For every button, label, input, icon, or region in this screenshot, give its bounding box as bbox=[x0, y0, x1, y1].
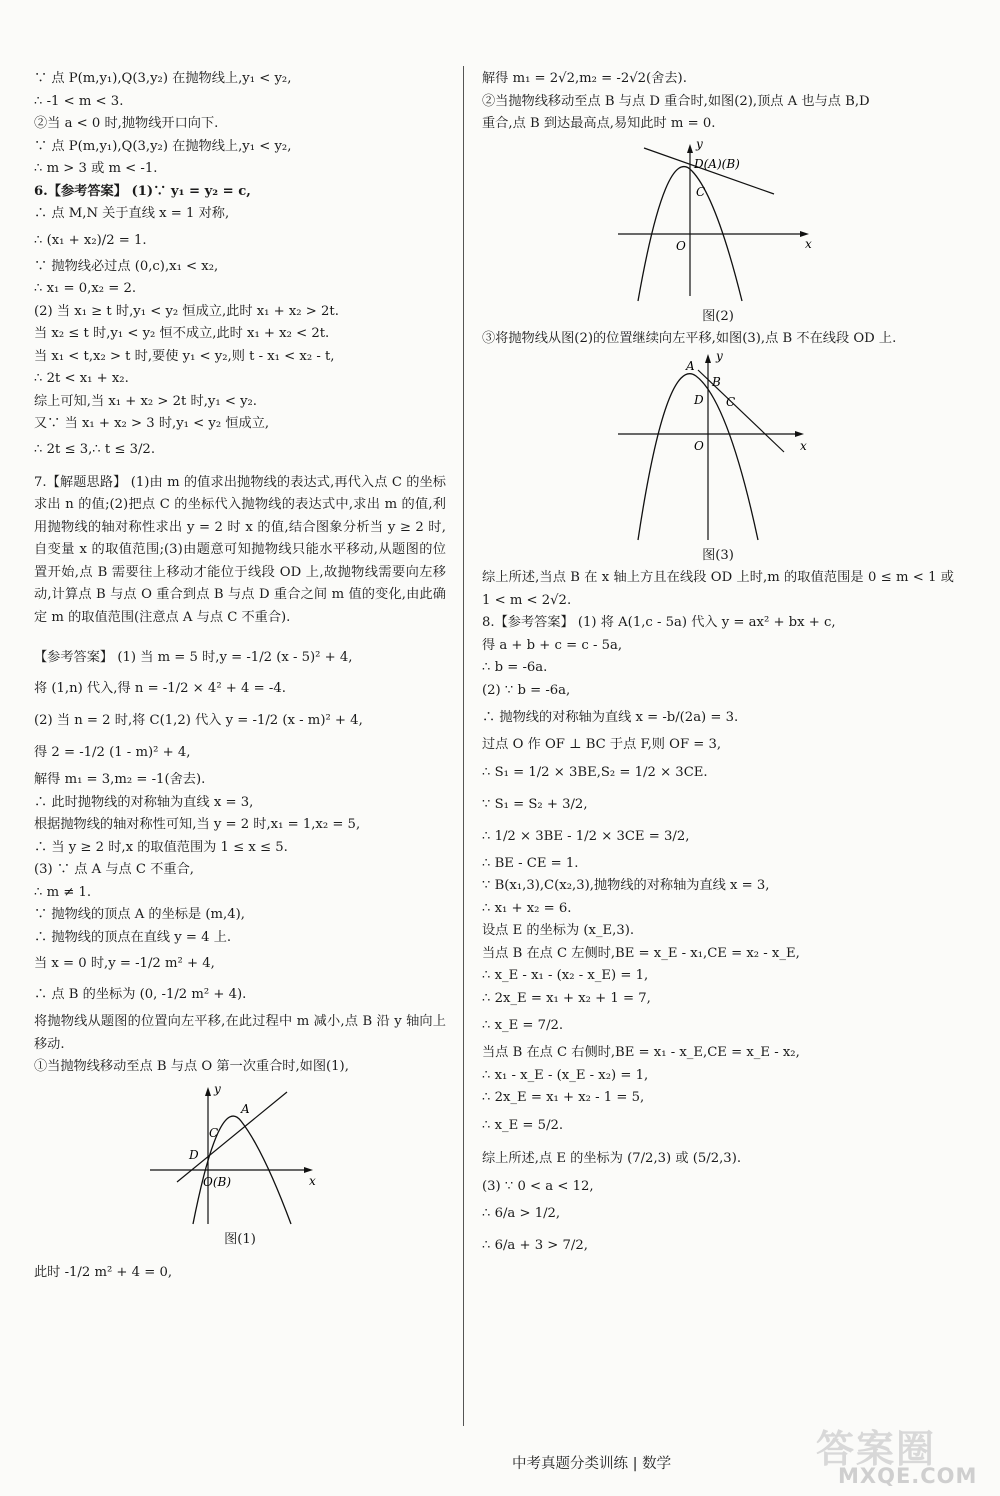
text-line: 当 x₁ < t,x₂ > t 时,要使 y₁ < y₂,则 t - x₁ < x₂ - t, bbox=[34, 348, 335, 364]
text-line: ∴ x_E - x₁ - (x₂ - x_E) = 1, bbox=[482, 968, 649, 983]
column-divider bbox=[463, 66, 464, 1426]
figure-3 bbox=[482, 350, 954, 567]
text-line: ∴ 当 y ≥ 2 时,x 的取值范围为 1 ≤ x ≤ 5. bbox=[34, 839, 288, 855]
text-line: ∴ 点 M,N 关于直线 x = 1 对称, bbox=[34, 206, 230, 221]
fig1-point-c: C bbox=[209, 1125, 219, 1140]
text-line: (2) ∵ b = -6a, bbox=[482, 682, 571, 698]
text-line: 又∵ 当 x₁ + x₂ > 3 时,y₁ < y₂ 恒成立, bbox=[34, 416, 270, 431]
text-paragraph: 综上所述,当点 B 在 x 轴上方且在线段 OD 上时,m 的取值范围是 0 ≤ m < 1 或 1 < m < 2√2. bbox=[482, 570, 954, 608]
text-line: ∴ 2t ≤ 3,∴ t ≤ 3/2. bbox=[34, 441, 156, 457]
q7-answer-heading: 【参考答案】 (1) 当 m = 5 时,y = -1/2 (x - 5)² + 4, bbox=[34, 650, 353, 665]
text-line: (3) ∵ 0 < a < 12, bbox=[482, 1178, 594, 1194]
right-column bbox=[482, 68, 954, 1262]
fig1-point-ob: O(B) bbox=[203, 1174, 232, 1189]
text-line: ∴ b = -6a. bbox=[482, 660, 548, 675]
text-line: ∴ 1/2 × 3BE - 1/2 × 3CE = 3/2, bbox=[482, 828, 690, 844]
text-line: 得 2 = -1/2 (1 - m)² + 4, bbox=[34, 745, 191, 760]
text-line: ∴ S₁ = 1/2 × 3BE,S₂ = 1/2 × 3CE. bbox=[482, 764, 708, 780]
text-line: (2) 当 x₁ ≥ t 时,y₁ < y₂ 恒成立,此时 x₁ + x₂ > 2t. bbox=[34, 303, 339, 319]
text-line: ∵ 点 P(m,y₁),Q(3,y₂) 在抛物线上,y₁ < y₂, bbox=[34, 138, 292, 154]
text-line: 解得 m₁ = 3,m₂ = -1(舍去). bbox=[34, 772, 206, 787]
text-line: 将 (1,n) 代入,得 n = -1/2 × 4² + 4 = -4. bbox=[34, 681, 286, 696]
watermark-logo bbox=[810, 1418, 995, 1492]
text-line: ∴ BE - CE = 1. bbox=[482, 855, 579, 871]
text-line: 解得 m₁ = 2√2,m₂ = -2√2(舍去). bbox=[482, 71, 687, 86]
text-line: ∵ S₁ = S₂ + 3/2, bbox=[482, 796, 588, 812]
text-line: 综上所述,点 E 的坐标为 (7/2,3) 或 (5/2,3). bbox=[482, 1150, 742, 1166]
watermark-text-en: MXQE.COM bbox=[838, 1464, 978, 1488]
q8-answer-heading: 8.【参考答案】 (1) 将 A(1,c - 5a) 代入 y = ax² + bx + c, bbox=[482, 615, 836, 630]
text-line: 过点 O 作 OF ⊥ BC 于点 F,则 OF = 3, bbox=[482, 737, 722, 752]
fig3-point-d: D bbox=[694, 393, 704, 407]
fig1-y-label: y bbox=[214, 1081, 221, 1096]
text-line: ∴ x₁ = 0,x₂ = 2. bbox=[34, 281, 137, 296]
figure-1 bbox=[34, 1079, 446, 1251]
fig3-origin: O bbox=[694, 439, 704, 453]
fig2-origin: O bbox=[676, 238, 686, 253]
text-line: ∴ 2x_E = x₁ + x₂ + 1 = 7, bbox=[482, 990, 651, 1006]
text-line: ②当 a < 0 时,抛物线开口向下. bbox=[34, 116, 219, 131]
fig1-point-d: D bbox=[189, 1147, 199, 1162]
fig1-x-label: x bbox=[309, 1173, 316, 1188]
text-line: ∴ 6/a + 3 > 7/2, bbox=[482, 1238, 588, 1253]
figure-1-graph bbox=[145, 1079, 335, 1229]
fig3-point-c: C bbox=[726, 395, 736, 409]
text-line: ∴ 6/a > 1/2, bbox=[482, 1206, 561, 1221]
text-line: 根据抛物线的轴对称性可知,当 y = 2 时,x₁ = 1,x₂ = 5, bbox=[34, 817, 361, 832]
fig2-point-dab: D(A)(B) bbox=[694, 156, 740, 171]
text-line: ∴ x₁ + x₂ = 6. bbox=[482, 900, 572, 916]
text-line: 此时 -1/2 m² + 4 = 0, bbox=[34, 1264, 173, 1280]
fig2-x-label: x bbox=[805, 236, 812, 251]
text-line: ∵ 抛物线必过点 (0,c),x₁ < x₂, bbox=[34, 258, 219, 274]
fig3-point-a: A bbox=[686, 359, 695, 373]
fig2-point-c: C bbox=[696, 184, 706, 199]
text-line: ∴ x_E = 5/2. bbox=[482, 1117, 564, 1133]
page-footer: 中考真题分类训练 | 数学 bbox=[512, 1456, 672, 1472]
text-paragraph: ③将抛物线从图(2)的位置继续向左平移,如图(3),点 B 不在线段 OD 上. bbox=[482, 330, 897, 346]
text-paragraph: 将抛物线从题图的位置向左平移,在此过程中 m 减小,点 B 沿 y 轴向上移动. bbox=[34, 1014, 446, 1052]
figure-3-caption: 图(3) bbox=[702, 548, 734, 563]
figure-3-graph bbox=[608, 350, 828, 545]
text-line: ∵ B(x₁,3),C(x₂,3),抛物线的对称轴为直线 x = 3, bbox=[482, 878, 770, 893]
figure-2-graph bbox=[608, 136, 828, 306]
text-line: 当 x₂ ≤ t 时,y₁ < y₂ 恒不成立,此时 x₁ + x₂ < 2t. bbox=[34, 326, 330, 341]
text-line: 重合,点 B 到达最高点,易知此时 m = 0. bbox=[482, 116, 716, 131]
text-line: ∴ 抛物线的对称轴为直线 x = -b/(2a) = 3. bbox=[482, 710, 739, 725]
text-line: ∴ (x₁ + x₂)/2 = 1. bbox=[34, 232, 147, 248]
text-line: 设点 E 的坐标为 (x_E,3). bbox=[482, 923, 635, 938]
watermark-text-cn: 答案圈 bbox=[816, 1427, 937, 1471]
left-column bbox=[34, 68, 446, 1287]
text-line: ∵ 抛物线的顶点 A 的坐标是 (m,4), bbox=[34, 907, 245, 922]
text-line: ∴ 此时抛物线的对称轴为直线 x = 3, bbox=[34, 794, 254, 810]
text-line: ①当抛物线移动至点 B 与点 O 第一次重合时,如图(1), bbox=[34, 1059, 349, 1074]
text-line: (2) 当 n = 2 时,将 C(1,2) 代入 y = -1/2 (x - m)² + 4, bbox=[34, 713, 363, 728]
figure-2-caption: 图(2) bbox=[702, 308, 734, 324]
text-line: ∴ m > 3 或 m < -1. bbox=[34, 161, 158, 176]
text-line: 当 x = 0 时,y = -1/2 m² + 4, bbox=[34, 956, 215, 971]
text-line: 当点 B 在点 C 左侧时,BE = x_E - x₁,CE = x₂ - x_E, bbox=[482, 945, 800, 961]
fig2-y-label: y bbox=[696, 136, 703, 151]
figure-2 bbox=[482, 136, 954, 328]
fig3-x-label: x bbox=[800, 439, 807, 453]
fig3-point-b: B bbox=[712, 375, 721, 389]
text-line: ∴ x₁ - x_E - (x_E - x₂) = 1, bbox=[482, 1067, 649, 1083]
fig3-y-label: y bbox=[716, 350, 723, 363]
text-line: ∴ -1 < m < 3. bbox=[34, 93, 124, 109]
text-line: ∴ x_E = 7/2. bbox=[482, 1018, 564, 1033]
text-line: ∴ 抛物线的顶点在直线 y = 4 上. bbox=[34, 929, 232, 945]
text-line: ∴ 2t < x₁ + x₂. bbox=[34, 371, 129, 386]
text-line: 综上可知,当 x₁ + x₂ > 2t 时,y₁ < y₂. bbox=[34, 393, 257, 409]
text-line: 得 a + b + c = c - 5a, bbox=[482, 637, 623, 653]
q6-answer-heading: 6.【参考答案】 (1)∵ y₁ = y₂ = c, bbox=[34, 183, 251, 199]
text-line: ∴ 点 B 的坐标为 (0, -1/2 m² + 4). bbox=[34, 987, 247, 1002]
figure-1-caption: 图(1) bbox=[224, 1231, 256, 1247]
text-line: ②当抛物线移动至点 B 与点 D 重合时,如图(2),顶点 A 也与点 B,D bbox=[482, 93, 870, 109]
text-line: (3) ∵ 点 A 与点 C 不重合, bbox=[34, 862, 194, 877]
text-line: 当点 B 在点 C 右侧时,BE = x₁ - x_E,CE = x_E - x₂, bbox=[482, 1045, 800, 1060]
fig1-point-a: A bbox=[241, 1101, 250, 1116]
text-line: ∵ 点 P(m,y₁),Q(3,y₂) 在抛物线上,y₁ < y₂, bbox=[34, 71, 292, 86]
text-line: ∴ 2x_E = x₁ + x₂ - 1 = 5, bbox=[482, 1090, 645, 1105]
text-line: ∴ m ≠ 1. bbox=[34, 884, 92, 900]
q7-solution-idea: 7.【解题思路】 (1)由 m 的值求出抛物线的表达式,再代入点 C 的坐标求出 n 的值;(2)把点 C 的坐标代入抛物线的表达式中,求出 m 的值,利用抛物线的轴对称性求出 y = 2 时 x 的值,结合图象分析当 y ≥ 2 时,自变量 x 的取值范围;(3)由题意可知抛物线只能水平移动,从题图的位置开始,点 B 需要往上移动才能位于线段 OD 上,故抛物线需要向左移动,计算点 B 与点 O 重合到点 B 与点 D 重合之间 m 值的变化,由此确定 m 的取值范围(注意点 A 与点 C 不重合). bbox=[34, 474, 446, 625]
